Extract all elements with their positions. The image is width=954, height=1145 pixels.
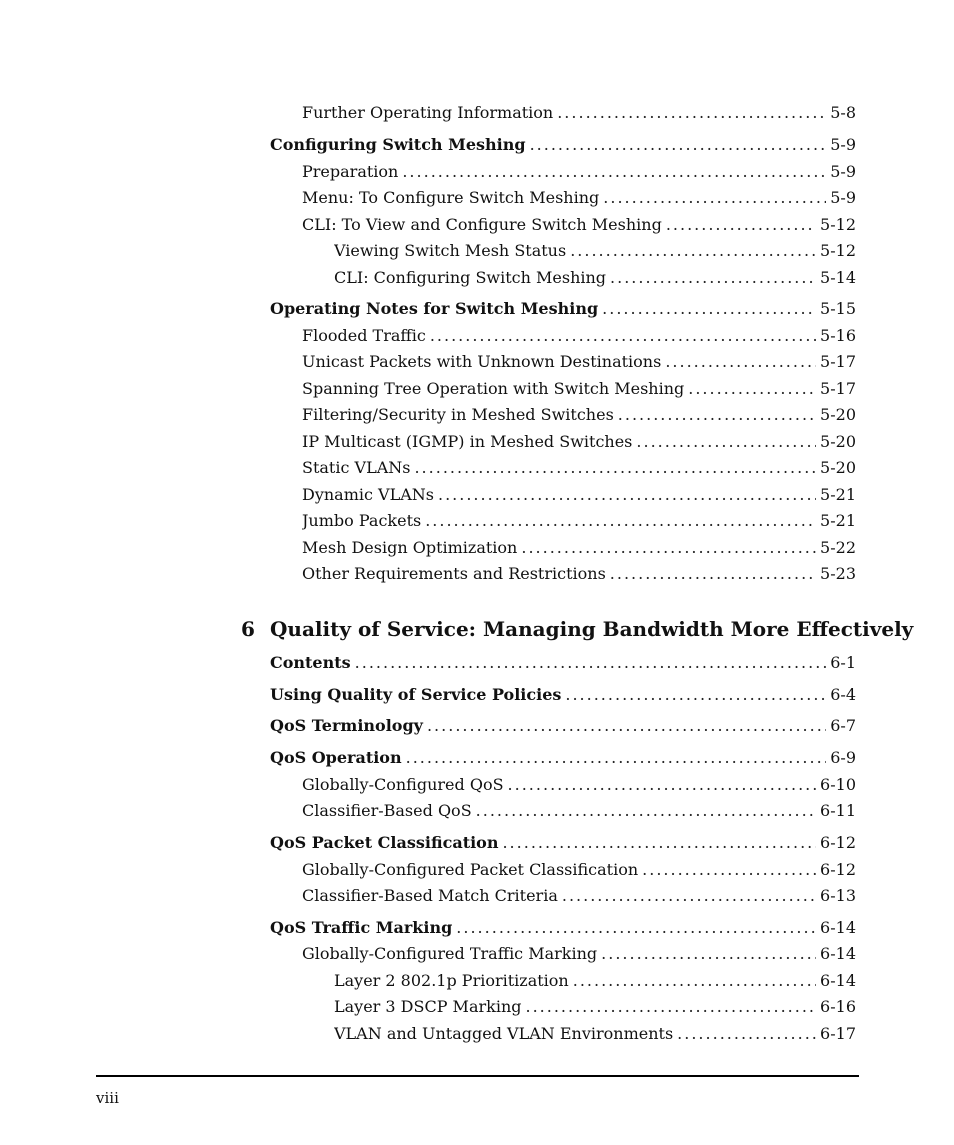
dot-leader [476,801,816,821]
toc-entry-page: 5-12 [820,241,856,260]
toc-entry[interactable] [302,103,856,123]
toc-entry[interactable] [334,1024,856,1044]
toc-entry-title: Dynamic VLANs [302,485,434,504]
toc-entry-title: VLAN and Untagged VLAN Environments [334,1024,674,1043]
dot-leader [355,653,827,673]
toc-entry[interactable] [302,538,856,558]
dot-leader [610,564,816,584]
toc-entry[interactable] [270,918,856,938]
toc-entry-title: Configuring Switch Meshing [270,135,526,154]
toc-entry-title: Jumbo Packets [302,511,422,530]
toc-entry-page: 5-17 [820,352,856,371]
toc-entry[interactable] [302,944,856,964]
dot-leader [677,1024,816,1044]
toc-entry[interactable] [302,215,856,235]
toc-entry-title: Filtering/Security in Meshed Switches [302,405,614,424]
toc-entry-title: Further Operating Information [302,103,554,122]
toc-entry[interactable] [270,716,856,736]
dot-leader [570,241,816,261]
toc-entry-page: 5-21 [820,485,856,504]
dot-leader [438,485,816,505]
toc-entry[interactable] [302,511,856,531]
toc-entry-title: Layer 3 DSCP Marking [334,997,522,1016]
toc-entry-page: 5-23 [820,564,856,583]
dot-leader [530,135,827,155]
dot-leader [688,379,816,399]
dot-leader [406,748,827,768]
toc-entry-page: 5-8 [830,103,856,122]
toc-entry-title: Globally-Configured Traffic Marking [302,944,598,963]
toc-entry-page: 6-11 [820,801,856,820]
dot-leader [636,432,816,452]
toc-entry[interactable] [270,748,856,768]
toc-entry[interactable] [270,299,856,319]
dot-leader [508,775,817,795]
toc-entry-page: 6-7 [830,716,856,735]
toc-entry[interactable] [302,326,856,346]
toc-entry-page: 5-9 [830,135,856,154]
dot-leader [610,268,816,288]
toc-entry-page: 5-9 [830,188,856,207]
toc-entry-page: 6-17 [820,1024,856,1043]
toc-entry[interactable] [334,241,856,261]
toc-entry-title: Layer 2 802.1p Prioritization [334,971,569,990]
toc-entry-title: Menu: To Configure Switch Meshing [302,188,600,207]
toc-entry[interactable] [334,997,856,1017]
dot-leader [573,971,816,991]
toc-entry[interactable] [302,485,856,505]
dot-leader [665,352,816,372]
toc-entry[interactable] [302,564,856,584]
toc-entry-title: Other Requirements and Restrictions [302,564,606,583]
toc-entry[interactable] [302,352,856,372]
toc-entry-page: 6-14 [820,918,856,937]
dot-leader [602,299,816,319]
dot-leader [521,538,816,558]
toc-entry-page: 5-15 [820,299,856,318]
toc-entry-title: Using Quality of Service Policies [270,685,562,704]
dot-leader [427,716,826,736]
toc-entry[interactable] [270,135,856,155]
toc-entry[interactable] [302,886,856,906]
toc-entry-page: 5-22 [820,538,856,557]
dot-leader [618,405,816,425]
toc-entry-page: 6-16 [820,997,856,1016]
toc-entry-title: Static VLANs [302,458,411,477]
toc-entry-title: Mesh Design Optimization [302,538,518,557]
dot-leader [603,188,826,208]
toc-entry[interactable] [270,685,856,705]
toc-entry-title: QoS Traffic Marking [270,918,453,937]
toc-entry-title: Operating Notes for Switch Meshing [270,299,599,318]
toc-entry-title: QoS Packet Classification [270,833,499,852]
toc-entry[interactable] [270,653,856,673]
toc-entry-page: 5-20 [820,432,856,451]
dot-leader [666,215,816,235]
toc-entry-page: 5-12 [820,215,856,234]
toc-entry-page: 6-1 [830,653,856,672]
toc-entry-title: Preparation [302,162,399,181]
toc-entry-title: Viewing Switch Mesh Status [334,241,567,260]
toc-entry-page: 5-16 [820,326,856,345]
toc-entry-page: 5-14 [820,268,856,287]
toc-entry-page: 5-20 [820,405,856,424]
toc-entry[interactable] [302,860,856,880]
toc-entry-page: 6-12 [820,833,856,852]
toc-entry-page: 5-17 [820,379,856,398]
toc-entry[interactable] [302,379,856,399]
page-number: viii [96,1089,119,1107]
toc-entry-page: 6-4 [830,685,856,704]
dot-leader [502,833,816,853]
toc-entry-title: QoS Operation [270,748,402,767]
toc-entry[interactable] [302,458,856,478]
dot-leader [456,918,816,938]
toc-entry-title: IP Multicast (IGMP) in Meshed Switches [302,432,633,451]
dot-leader [565,685,826,705]
toc-entry-title: CLI: To View and Configure Switch Meshing [302,215,662,234]
dot-leader [642,860,816,880]
dot-leader [414,458,816,478]
toc-entry-page: 6-9 [830,748,856,767]
toc-entry[interactable] [302,405,856,425]
toc-entry[interactable] [302,188,856,208]
toc-entry[interactable] [302,801,856,821]
toc-entry-title: Classifier-Based QoS [302,801,472,820]
chapter-number: 6 [241,617,255,641]
toc-entry-page: 5-9 [830,162,856,181]
toc-entry-title: Flooded Traffic [302,326,426,345]
toc-entry-page: 6-12 [820,860,856,879]
toc-entry-title: CLI: Configuring Switch Meshing [334,268,607,287]
toc-entry-title: Spanning Tree Operation with Switch Meshing [302,379,685,398]
toc-entry[interactable] [302,162,856,182]
toc-entry-title: Globally-Configured QoS [302,775,504,794]
toc-entry-page: 6-10 [820,775,856,794]
toc-entry-page: 6-14 [820,944,856,963]
toc-entry-title: Classifier-Based Match Criteria [302,886,558,905]
toc-entry-title: Contents [270,653,351,672]
toc-entry-page: 5-21 [820,511,856,530]
toc-entry-page: 6-13 [820,886,856,905]
toc-entry[interactable] [270,833,856,853]
toc-entry[interactable] [334,268,856,288]
dot-leader [562,886,816,906]
footer-rule [96,1075,859,1077]
toc-entry[interactable] [334,971,856,991]
toc-entry-page: 6-14 [820,971,856,990]
dot-leader [601,944,816,964]
chapter-title: Quality of Service: Managing Bandwidth More Effectively [270,617,914,641]
toc-entry[interactable] [302,432,856,452]
toc-entry-page: 5-20 [820,458,856,477]
toc-entry-title: QoS Terminology [270,716,423,735]
dot-leader [402,162,826,182]
toc-entry-title: Globally-Configured Packet Classification [302,860,639,879]
toc-entry-title: Unicast Packets with Unknown Destinations [302,352,662,371]
dot-leader [525,997,816,1017]
dot-leader [425,511,816,531]
chapter-heading [241,616,913,642]
dot-leader [430,326,816,346]
toc-entry[interactable] [302,775,856,795]
dot-leader [557,103,826,123]
